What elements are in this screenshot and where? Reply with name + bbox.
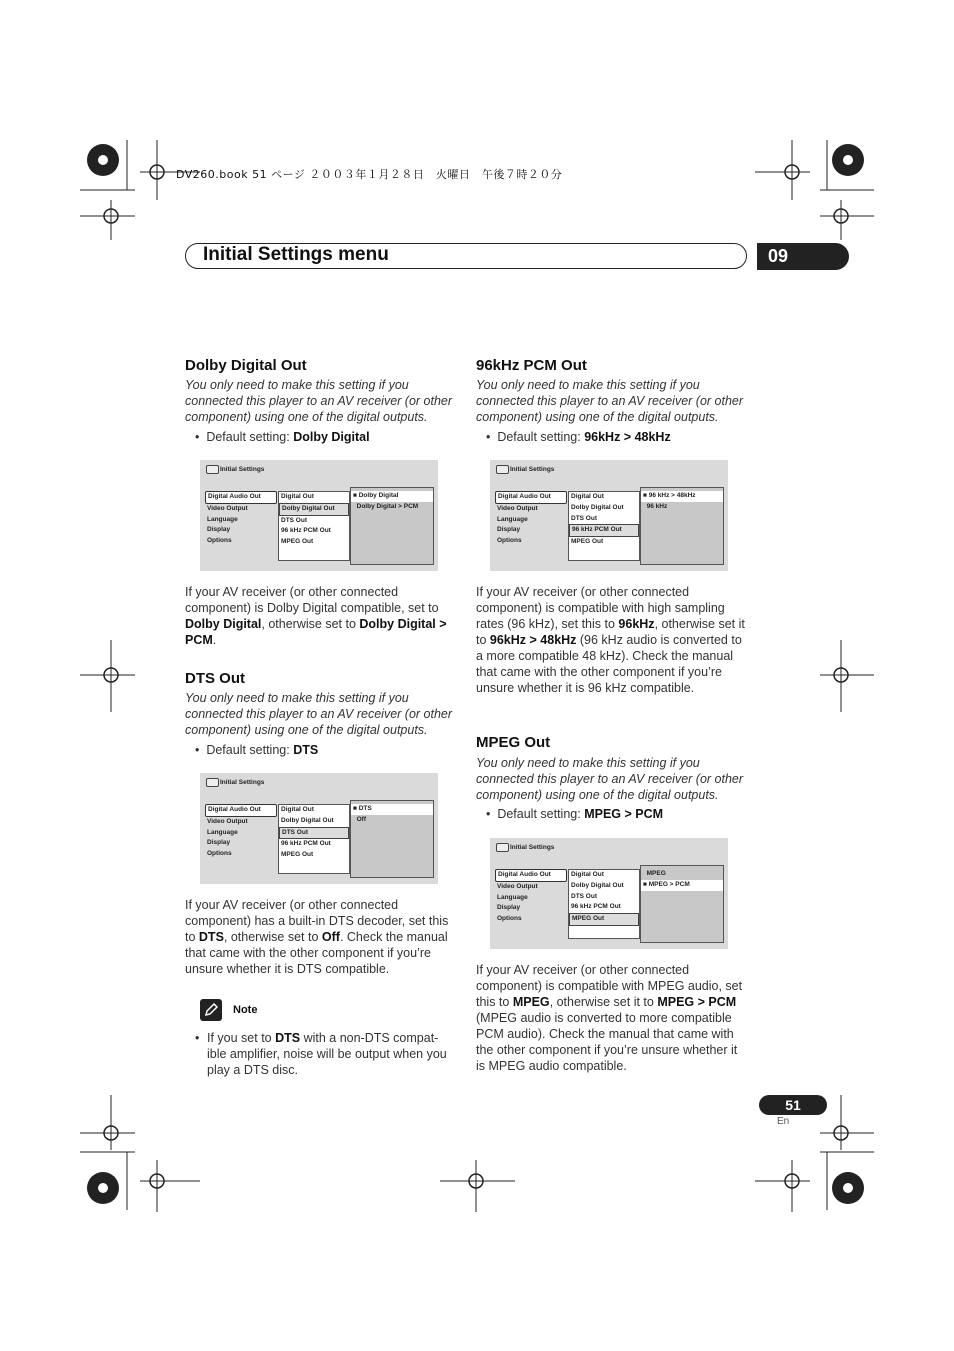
language-label: En xyxy=(777,1116,790,1127)
screen-submenu: Digital Out Dolby Digital Out DTS Out 96 kHz PCM Out MPEG Out xyxy=(278,491,350,561)
khz96-screen xyxy=(490,460,728,571)
note-text: • If you set to DTS with a non-DTS compat-ible amplifier, noise will be output when you play a DTS disc. xyxy=(195,1031,447,1077)
dolby-screen xyxy=(200,460,438,571)
screen-submenu: Digital Out Dolby Digital Out DTS Out 96 kHz PCM Out MPEG Out xyxy=(278,804,350,874)
dts-screen xyxy=(200,773,438,884)
khz96-body: If your AV receiver (or other connected component) is compatible with high sampling rates (96 kHz), set this to 96kHz, otherwise set it to 96kHz > 48kHz (96 kHz audio is converted to a more compatible 48 kHz). Check the manual that came with the other component if you’re unsure whether it is 96 kHz compatible. xyxy=(476,585,745,695)
disc-icon xyxy=(496,465,509,474)
screen-menu: Digital Audio Out Video Output Language Display Options xyxy=(205,804,277,860)
screen-title: Initial Settings xyxy=(220,466,265,473)
screen-title: Initial Settings xyxy=(510,466,555,473)
screen-options: ■ DTS Off xyxy=(350,800,434,878)
dts-intro: You only need to make this setting if you connected this player to an AV receiver (or other component) using one of the digital outputs. xyxy=(185,691,453,737)
page-number: 51 xyxy=(759,1095,827,1115)
note-label: Note xyxy=(233,1004,258,1016)
screen-menu: Digital Audio Out Video Output Language Display Options xyxy=(495,869,567,925)
disc-icon xyxy=(496,843,509,852)
mpeg-intro: You only need to make this setting if you connected this player to an AV receiver (or other component) using one of the digital outputs. xyxy=(476,756,744,802)
mpeg-heading: MPEG Out xyxy=(476,734,551,751)
screen-options: ■ 96 kHz > 48kHz 96 kHz xyxy=(640,487,724,565)
disc-icon xyxy=(206,778,219,787)
screen-options: MPEG ■ MPEG > PCM xyxy=(640,865,724,943)
mpeg-default: • Default setting: MPEG > PCM xyxy=(486,807,664,821)
print-header: DV260.book 51 ページ ２００３年１月２８日 火曜日 午後７時２０分 xyxy=(176,168,563,181)
screen-submenu: Digital Out Dolby Digital Out DTS Out 96 kHz PCM Out MPEG Out xyxy=(568,869,640,939)
screen-menu: Digital Audio Out Video Output Language Display Options xyxy=(495,491,567,547)
page-title: Initial Settings menu xyxy=(203,244,389,265)
chapter-badge: 09 xyxy=(757,243,849,270)
dts-default: • Default setting: DTS xyxy=(195,743,319,757)
mpeg-body: If your AV receiver (or other connected component) is compatible with MPEG audio, set this to MPEG, otherwise set it to MPEG > PCM (MPEG audio is converted to more compatible PCM audio). Check the manual that came with the other component if you’re unsure whether it is MPEG audio compatible. xyxy=(476,963,743,1073)
khz96-heading: 96kHz PCM Out xyxy=(476,357,587,374)
dolby-heading: Dolby Digital Out xyxy=(185,357,307,374)
note-pencil-icon xyxy=(200,999,222,1021)
dts-body: If your AV receiver (or other connected component) has a built-in DTS decoder, set this to DTS, otherwise set to Off. Check the manual that came with the other component if you’re unsure whether it is DTS compatible. xyxy=(185,898,449,976)
dolby-default: • Default setting: Dolby Digital xyxy=(195,430,370,444)
screen-title: Initial Settings xyxy=(510,844,555,851)
disc-icon xyxy=(206,465,219,474)
khz96-intro: You only need to make this setting if you connected this player to an AV receiver (or other component) using one of the digital outputs. xyxy=(476,378,744,424)
mpeg-screen xyxy=(490,838,728,949)
dolby-intro: You only need to make this setting if you connected this player to an AV receiver (or other component) using one of the digital outputs. xyxy=(185,378,453,424)
screen-submenu: Digital Out Dolby Digital Out DTS Out 96 kHz PCM Out MPEG Out xyxy=(568,491,640,561)
screen-options: ■ Dolby Digital Dolby Digital > PCM xyxy=(350,487,434,565)
screen-title: Initial Settings xyxy=(220,779,265,786)
khz96-default: • Default setting: 96kHz > 48kHz xyxy=(486,430,671,444)
screen-menu: Digital Audio Out Video Output Language Display Options xyxy=(205,491,277,547)
dts-heading: DTS Out xyxy=(185,670,245,687)
dolby-body: If your AV receiver (or other connected component) is Dolby Digital compatible, set to Dolby Digital, otherwise set to Dolby Digital > PCM. xyxy=(185,585,447,647)
